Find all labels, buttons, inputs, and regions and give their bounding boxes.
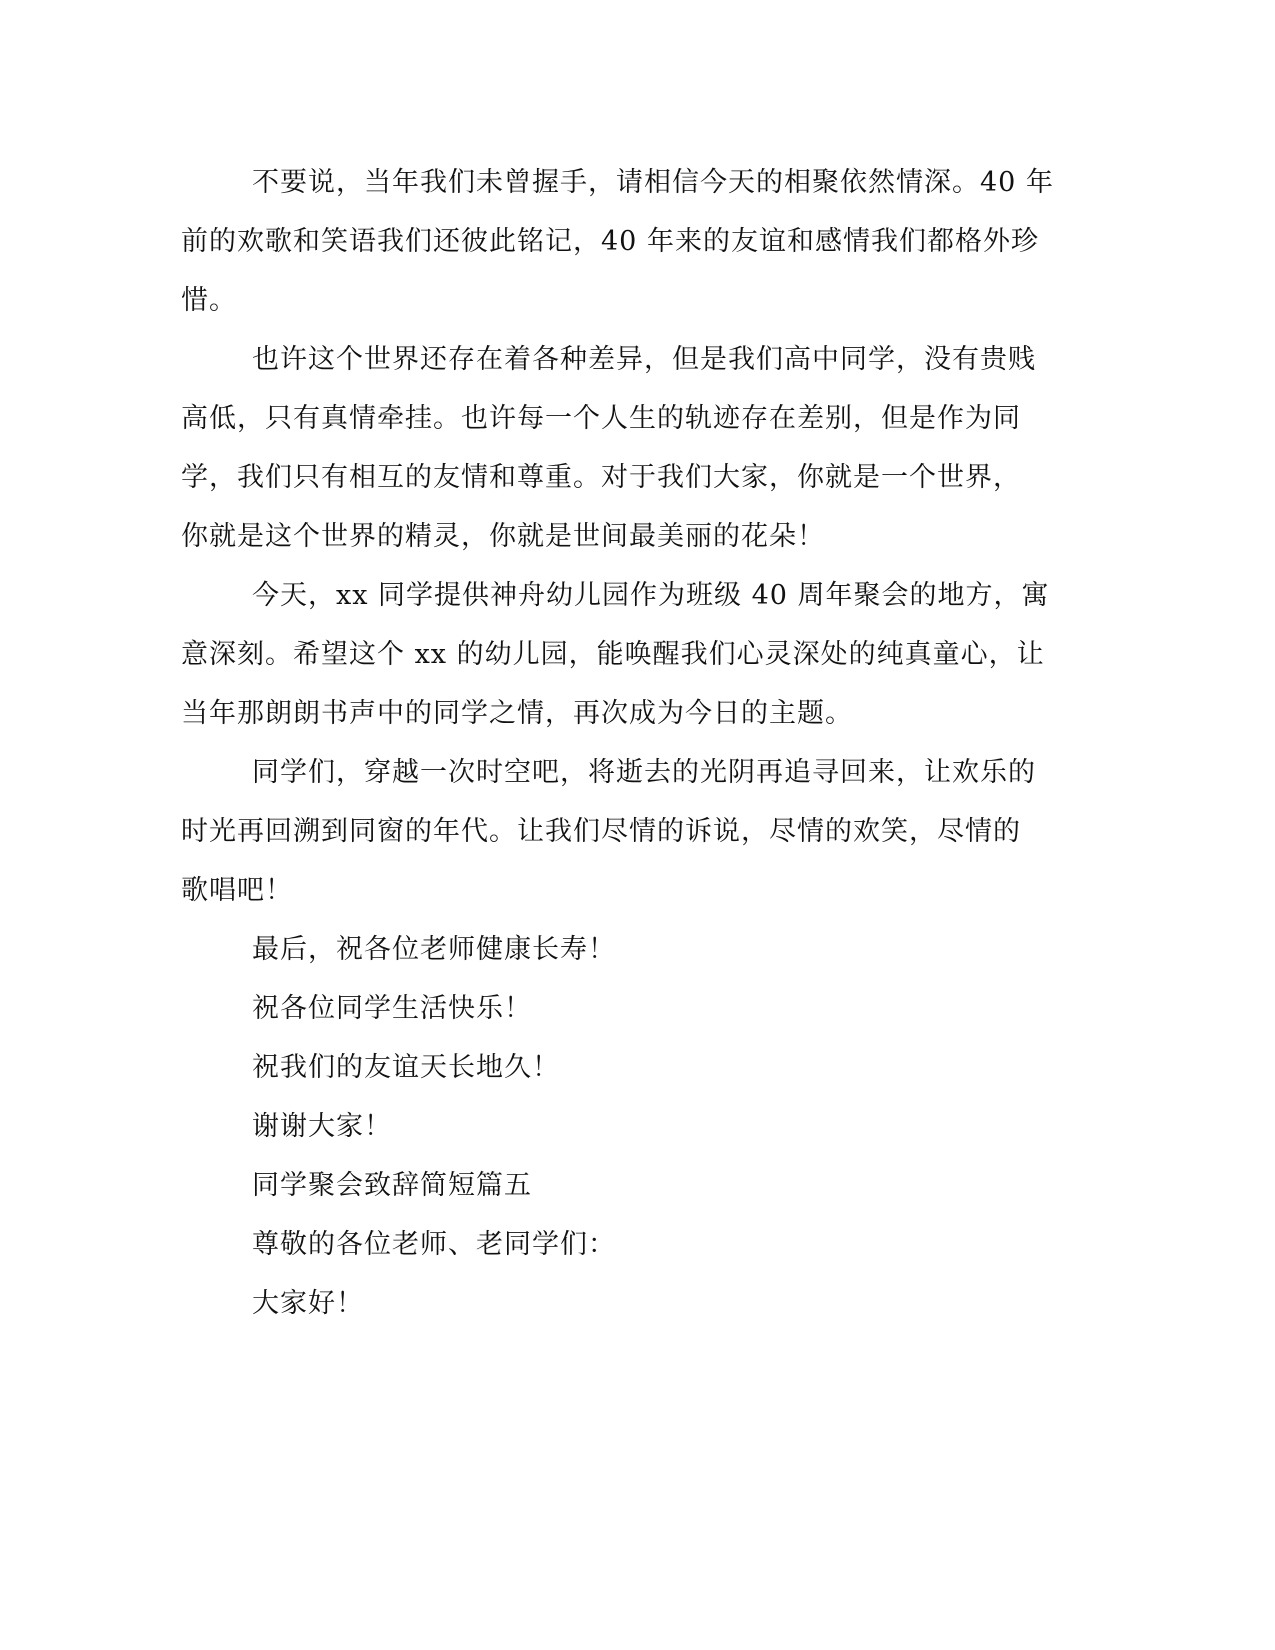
- greeting-line: 大家好！: [252, 1288, 364, 1319]
- text-line: 今天，xx 同学提供神舟幼儿园作为班级 40 周年聚会的地方，寓: [252, 580, 1050, 611]
- text-line: 当年那朗朗书声中的同学之情，再次成为今日的主题。: [181, 698, 853, 729]
- text-line: 谢谢大家！: [252, 1111, 392, 1142]
- text-line: 也许这个世界还存在着各种差异，但是我们高中同学，没有贵贱: [252, 344, 1036, 375]
- text-line: 意深刻。希望这个 xx 的幼儿园，能唤醒我们心灵深处的纯真童心，让: [181, 639, 1045, 670]
- text-line: 祝各位同学生活快乐！: [252, 993, 532, 1024]
- text-line: 高低，只有真情牵挂。也许每一个人生的轨迹存在差别，但是作为同: [181, 403, 1021, 434]
- text-line: 前的欢歌和笑语我们还彼此铭记，40 年来的友谊和感情我们都格外珍: [181, 226, 1039, 257]
- text-line: 最后，祝各位老师健康长寿！: [252, 934, 616, 965]
- text-line: 你就是这个世界的精灵，你就是世间最美丽的花朵！: [181, 521, 825, 552]
- text-line: 歌唱吧！: [181, 875, 293, 906]
- text-line: 不要说，当年我们未曾握手，请相信今天的相聚依然情深。40 年: [252, 167, 1054, 198]
- salutation-line: 尊敬的各位老师、老同学们：: [252, 1229, 616, 1260]
- text-line: 惜。: [181, 285, 237, 316]
- text-line: 祝我们的友谊天长地久！: [252, 1052, 560, 1083]
- text-line: 学，我们只有相互的友情和尊重。对于我们大家，你就是一个世界，: [181, 462, 1021, 493]
- text-line: 同学们，穿越一次时空吧，将逝去的光阴再追寻回来，让欢乐的: [252, 757, 1036, 788]
- text-line: 时光再回溯到同窗的年代。让我们尽情的诉说，尽情的欢笑，尽情的: [181, 816, 1021, 847]
- section-heading: 同学聚会致辞简短篇五: [252, 1170, 532, 1201]
